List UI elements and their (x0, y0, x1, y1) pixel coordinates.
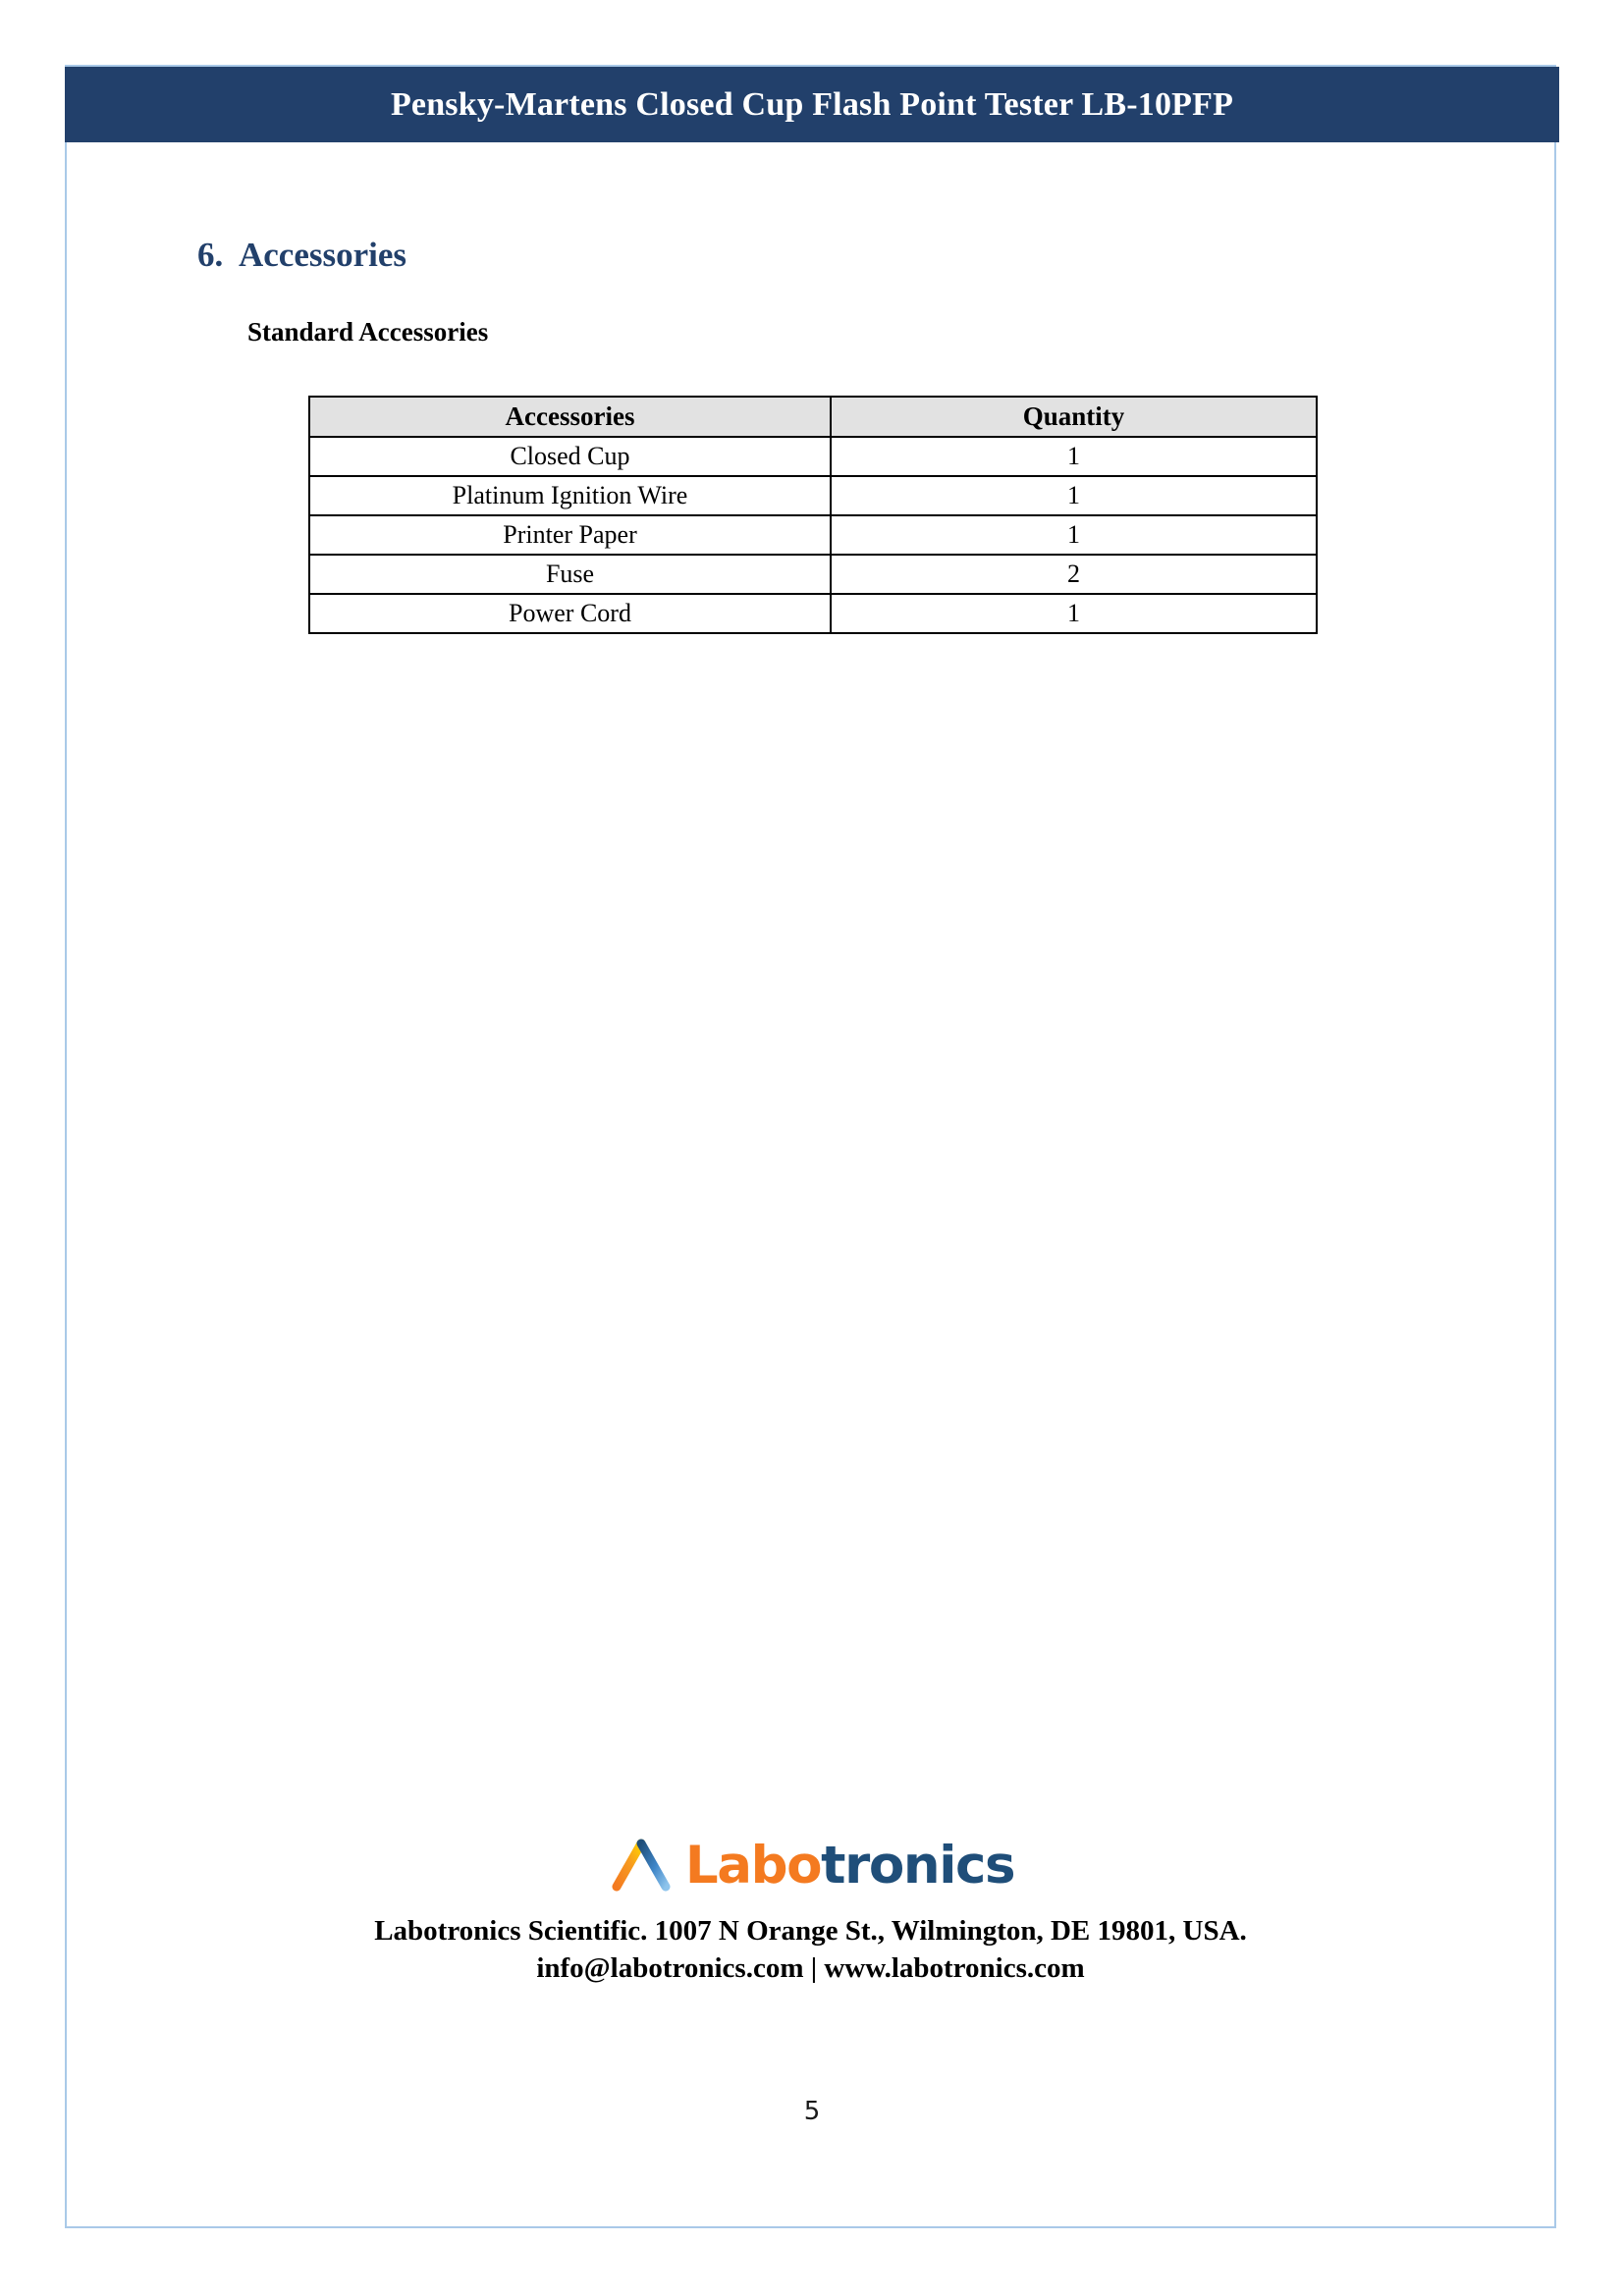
cell-accessory-quantity: 1 (831, 594, 1317, 633)
table-row (309, 515, 1317, 555)
page-title: Pensky-Martens Closed Cup Flash Point Tester LB-10PFP (390, 85, 1234, 123)
section-heading (197, 236, 406, 275)
logo-word-tronics: tronics (821, 1835, 1015, 1896)
cell-accessory-name: Platinum Ignition Wire (309, 476, 831, 515)
logo-word-labo: Labo (684, 1835, 822, 1896)
document-header-banner (65, 67, 1559, 142)
table-header-row (309, 397, 1317, 437)
cell-accessory-name: Fuse (309, 555, 831, 594)
accessories-table-container (308, 396, 1316, 634)
footer-contact: info@labotronics.com | www.labotronics.com (536, 1952, 1085, 1985)
table-row (309, 476, 1317, 515)
table-row (309, 594, 1317, 633)
section-title: Accessories (239, 236, 407, 274)
cell-accessory-quantity: 1 (831, 437, 1317, 476)
cell-accessory-name: Power Cord (309, 594, 831, 633)
column-header-accessories: Accessories (309, 397, 831, 437)
company-logo (65, 1824, 1556, 1906)
page-number: 5 (803, 2097, 821, 2126)
table-row (309, 437, 1317, 476)
table-row (309, 555, 1317, 594)
cell-accessory-quantity: 1 (831, 515, 1317, 555)
accessories-table (308, 396, 1318, 634)
cell-accessory-quantity: 2 (831, 555, 1317, 594)
column-header-quantity: Quantity (831, 397, 1317, 437)
triangle-logo-icon (607, 1834, 676, 1896)
cell-accessory-name: Closed Cup (309, 437, 831, 476)
logo-wordmark (684, 1835, 1015, 1896)
subsection-heading: Standard Accessories (247, 317, 489, 347)
section-number: 6. (197, 236, 224, 274)
document-footer (65, 1824, 1556, 1988)
footer-address: Labotronics Scientific. 1007 N Orange St., Wilmington, DE 19801, USA. (374, 1915, 1247, 1947)
cell-accessory-name: Printer Paper (309, 515, 831, 555)
cell-accessory-quantity: 1 (831, 476, 1317, 515)
